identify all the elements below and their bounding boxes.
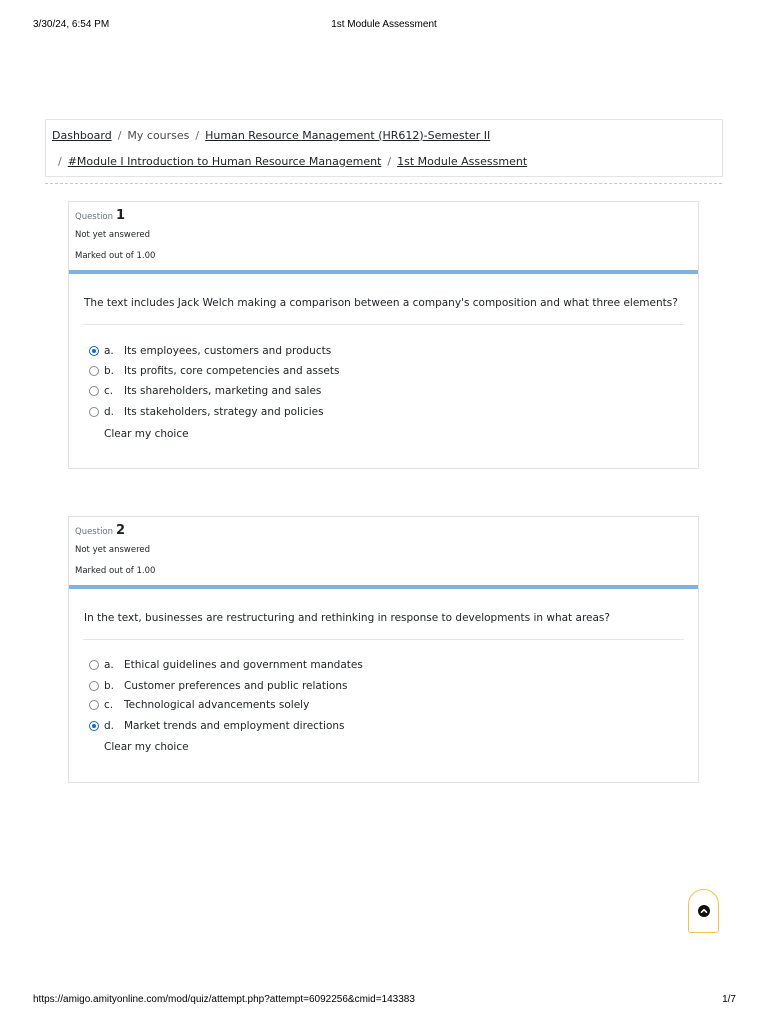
question-number: 2 [116,523,126,538]
radio-button[interactable] [89,721,99,731]
print-title: 1st Module Assessment [331,19,437,30]
question-label-text: Question [75,527,114,537]
question-divider [83,639,684,640]
print-datetime: 3/30/24, 6:54 PM [33,19,110,30]
answer-option-a[interactable] [89,343,331,359]
answer-letter: a. [104,659,114,671]
question-label [75,523,125,538]
question-label [75,208,125,223]
radio-button[interactable] [89,346,99,356]
question-number: 1 [116,208,126,223]
print-url: https://amigo.amityonline.com/mod/quiz/attempt.php?attempt=6092256&cmid=143383 [33,994,415,1005]
print-header [0,19,768,33]
radio-button[interactable] [89,660,99,670]
answer-option-b[interactable] [89,678,347,694]
question-accent-bar [69,270,698,274]
answer-text: Its employees, customers and products [124,345,332,357]
answer-option-d[interactable] [89,718,345,734]
breadcrumb-my-courses: My courses [127,128,190,142]
answer-letter: d. [104,406,115,418]
question-mark: Marked out of 1.00 [75,251,156,261]
radio-button[interactable] [89,700,99,710]
question-accent-bar [69,585,698,589]
breadcrumb [45,119,723,177]
chevron-up-circle-icon [698,905,710,917]
question-mark: Marked out of 1.00 [75,566,156,576]
radio-button[interactable] [89,407,99,417]
answer-text: Technological advancements solely [124,699,310,711]
breadcrumb-separator: / [195,128,200,142]
answer-letter: c. [104,385,114,397]
question-info [69,202,698,270]
print-footer [0,994,768,1008]
clear-choice-link[interactable]: Clear my choice [104,428,189,440]
question-info [69,517,698,585]
answer-text: Customer preferences and public relations [124,680,348,692]
breadcrumb-row-1 [52,127,490,143]
answer-text: Market trends and employment directions [124,720,345,732]
clear-choice-link[interactable]: Clear my choice [104,741,189,753]
answer-option-c[interactable] [89,697,309,713]
answer-letter: b. [104,365,115,377]
answer-text: Ethical guidelines and government mandates [124,659,363,671]
breadcrumb-row-2 [58,153,527,169]
question-label-text: Question [75,212,114,222]
question-text: In the text, businesses are restructuring and rethinking in response to developments in what areas? [84,612,610,624]
question-state: Not yet answered [75,545,151,555]
answer-text: Its shareholders, marketing and sales [124,385,322,397]
print-page-number: 1/7 [722,994,736,1005]
breadcrumb-module-link[interactable]: #Module I Introduction to Human Resource Management [67,154,382,168]
question-card-1 [68,201,699,469]
breadcrumb-course-link[interactable]: Human Resource Management (HR612)-Semester II [205,128,491,142]
question-divider [83,324,684,325]
radio-button[interactable] [89,681,99,691]
answer-option-d[interactable] [89,404,324,420]
question-card-2 [68,516,699,783]
answer-letter: d. [104,720,115,732]
answer-text: Its stakeholders, strategy and policies [124,406,324,418]
breadcrumb-separator: / [117,128,122,142]
radio-button[interactable] [89,386,99,396]
answer-letter: c. [104,699,114,711]
breadcrumb-separator: / [387,154,392,168]
answer-letter: a. [104,345,114,357]
breadcrumb-separator: / [58,154,62,168]
breadcrumb-dashboard-link[interactable]: Dashboard [52,128,112,142]
breadcrumb-quiz-link[interactable]: 1st Module Assessment [397,154,528,168]
question-state: Not yet answered [75,230,151,240]
answer-option-b[interactable] [89,363,339,379]
back-to-top-button[interactable] [688,889,719,933]
radio-button[interactable] [89,366,99,376]
answer-text: Its profits, core competencies and assets [124,365,340,377]
header-divider [45,183,722,184]
answer-option-c[interactable] [89,383,321,399]
answer-letter: b. [104,680,115,692]
answer-option-a[interactable] [89,657,363,673]
question-text: The text includes Jack Welch making a comparison between a company's composition and what three elements? [84,297,678,309]
